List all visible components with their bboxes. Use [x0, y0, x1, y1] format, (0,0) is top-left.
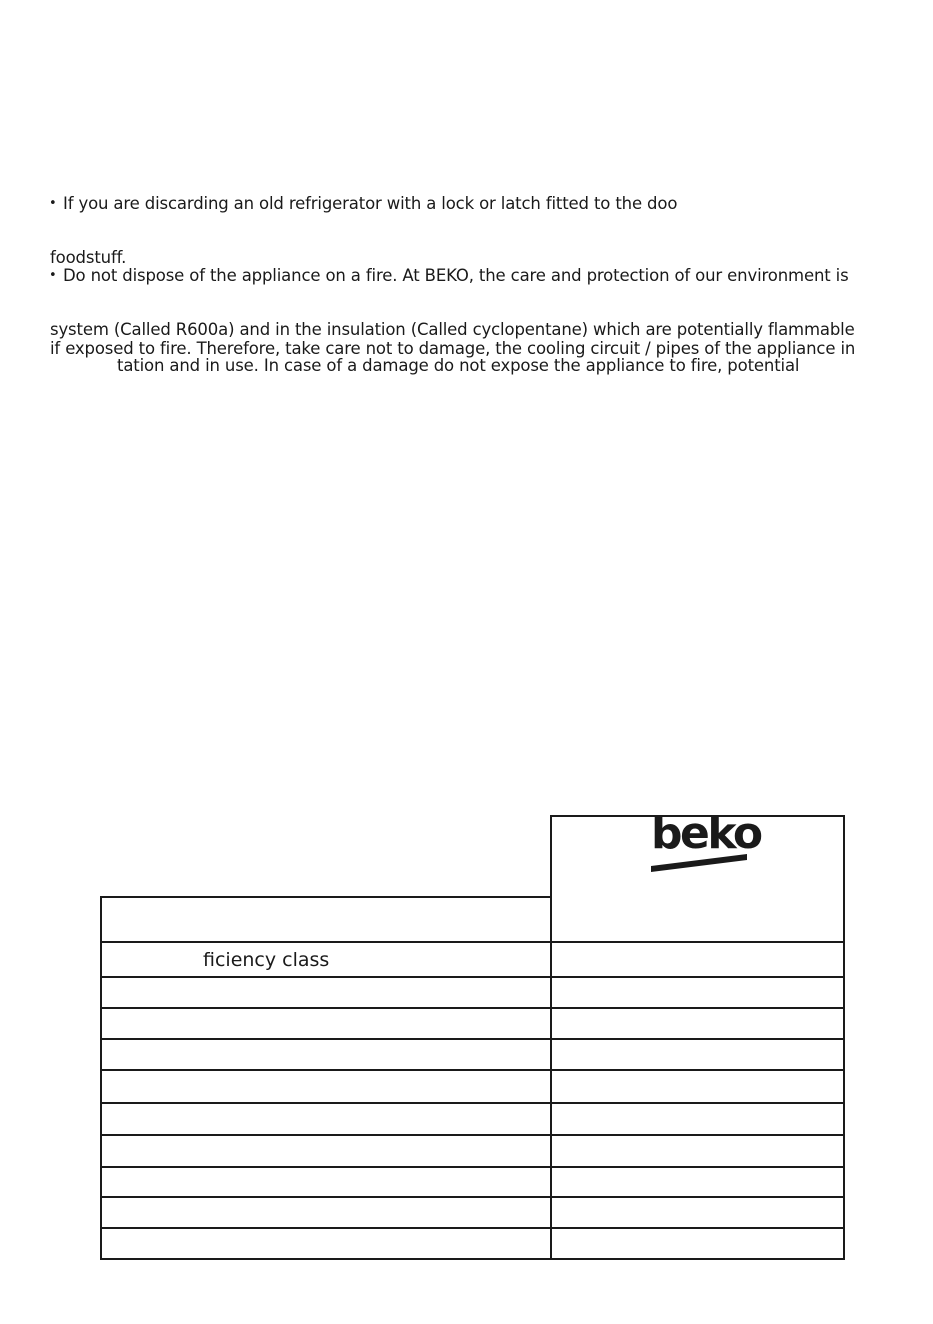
table-left [100, 896, 102, 1260]
row-divider [100, 1227, 845, 1229]
row-divider [100, 1069, 845, 1071]
exposed-text: if exposed to fire. Therefore, take care not to damage, the cooling circuit / pipes of the appliance in [50, 339, 856, 358]
beko-logo: beko [651, 808, 761, 859]
fire-warning-text: Do not dispose of the appliance on a fire. At BEKO, the care and protection of our environment is [63, 266, 849, 285]
table-bottom [100, 1258, 845, 1260]
row-divider [100, 1196, 845, 1198]
beko-logo-underline-icon [651, 852, 749, 874]
row-divider [100, 1134, 845, 1136]
efficiency-class-label: ficiency class [203, 949, 330, 971]
system-text: system (Called R600a) and in the insulation (Called cyclopentane) which are potentially flammable [50, 320, 855, 339]
row-divider [100, 1007, 845, 1009]
tation-text: tation and in use. In case of a damage do not expose the appliance to fire, potential [117, 356, 800, 375]
row-divider [100, 1102, 845, 1104]
lock-warning-text: If you are discarding an old refrigerator with a lock or latch fitted to the doo [63, 194, 678, 213]
table-top-left [100, 896, 552, 898]
row-divider [100, 976, 845, 978]
bullet-2: • [49, 268, 57, 283]
row-divider [100, 941, 845, 943]
row-divider [100, 1038, 845, 1040]
foodstuff-text: foodstuff. [50, 248, 127, 267]
row-divider [100, 1166, 845, 1168]
bullet-1: • [49, 196, 57, 211]
